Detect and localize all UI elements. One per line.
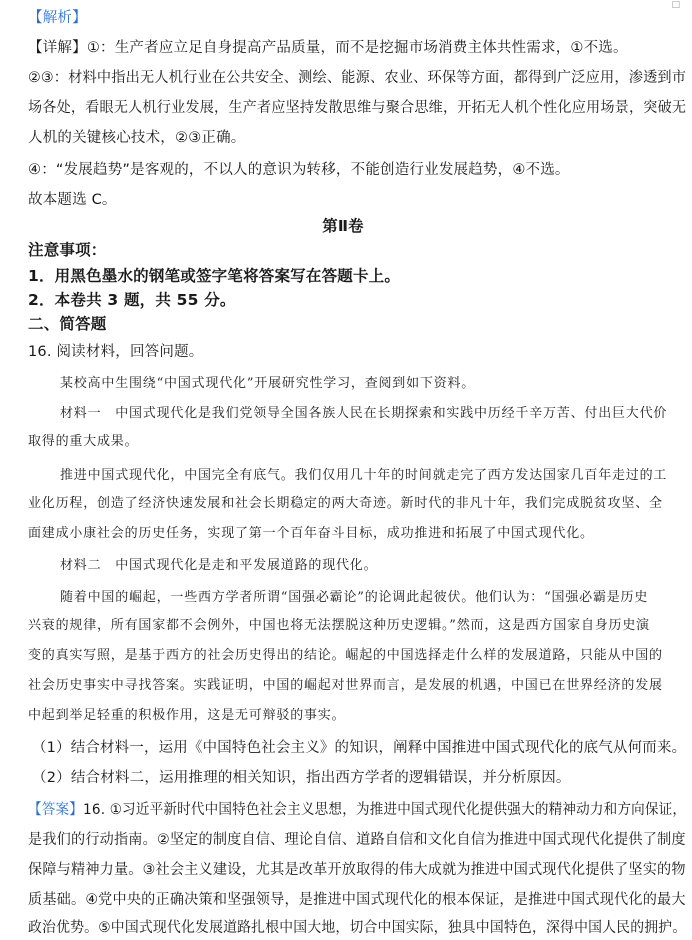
material-2-line: 社会历史事实中寻找答案。实践证明，中国的崛起对世界而言，是发展的机遇，中国已在世界经济的发展: [28, 678, 663, 693]
material-intro: 某校高中生围绕“中国式现代化”开展研究性学习，查阅到如下资料。: [60, 376, 476, 391]
material-1-line: 材料一 中国式现代化是我们党领导全国各族人民在长期探索和实践中历经千辛万苦、付出巨大代价: [60, 406, 668, 421]
answer-text: 16. ①习近平新时代中国特色社会主义思想，为推进中国式现代化提供强大的精神动力和方向保证，: [83, 802, 687, 818]
notice-item-1: 1．用黑色墨水的钢笔或签字笔将答案写在答题卡上。: [28, 267, 401, 285]
notice-title: 注意事项：: [28, 241, 107, 259]
conclusion: 故本题选 C。: [28, 192, 117, 208]
answer-line-1: [28, 800, 686, 820]
material-2-line: 中起到举足轻重的积极作用，这是无可辩驳的事实。: [28, 708, 346, 723]
notice-item-2: 2．本卷共 3 题，共 55 分。: [28, 291, 236, 309]
section-title: 第Ⅱ卷: [322, 217, 364, 235]
analysis-tag: 【解析】: [28, 10, 87, 26]
answer-line: 保障与精神力量。③社会主义建设，尤其是改革开放取得的伟大成就为推进中国式现代化提供了坚实的物: [28, 862, 686, 878]
answer-tag: 【答案】: [28, 802, 84, 818]
material-2-line: 变的真实写照，是基于西方的社会历史得出的结论。崛起的中国选择走什么样的发展道路，只能从中国的: [28, 648, 663, 663]
sub-question-1: （1）结合材料一，运用《中国特色社会主义》的知识，阐释中国推进中国式现代化的底气从何而来。: [32, 740, 687, 756]
corner-mark: □: [671, 0, 680, 10]
material-2-line: 材料二 中国式现代化是走和平发展道路的现代化。: [60, 558, 378, 573]
material-1-line: 取得的重大成果。: [28, 434, 139, 449]
material-1-line: 面建成小康社会的历史任务，实现了第一个百年奋斗目标，成功推进和拓展了中国式现代化。: [28, 526, 594, 541]
analysis-line: 场各处，看眼无人机行业发展，生产者应坚持发散思维与聚合思维，开拓无人机个性化应用场景，突破无: [28, 100, 687, 116]
analysis-line: ②③：材料中指出无人机行业在公共安全、测绘、能源、农业、环保等方面，都得到广泛应用，渗透到市: [28, 70, 687, 86]
analysis-line: 人机的关键核心技术，②③正确。: [28, 130, 246, 146]
material-2-line: 随着中国的崛起，一些西方学者所谓“国强必霸论”的论调此起彼伏。他们认为：“国强必霸是历史: [60, 590, 649, 605]
answer-line: 质基础。④党中央的正确决策和坚强领导，是推进中国式现代化的根本保证，是推进中国式现代化的最大: [28, 892, 686, 908]
question-16: 16. 阅读材料，回答问题。: [28, 344, 204, 360]
answer-line: 政治优势。⑤中国式现代化发展道路扎根中国大地，切合中国实际，独具中国特色，深得中国人民的拥护。: [28, 920, 687, 936]
analysis-line: ④：“发展趋势”是客观的，不以人的意识为转移，不能创造行业发展趋势，④不选。: [28, 162, 570, 178]
answer-line: 是我们的行动指南。②坚定的制度自信、理论自信、道路自信和文化自信为推进中国式现代化提供了制度: [28, 832, 686, 848]
material-1-line: 业化历程，创造了经济快速发展和社会长期稳定的两大奇迹。新时代的非凡十年，我们完成脱贫攻坚、全: [28, 496, 663, 511]
detail-line-1: [28, 38, 628, 58]
part-title: 二、简答题: [28, 315, 107, 333]
sub-question-2: （2）结合材料二，运用推理的相关知识，指出西方学者的逻辑错误，并分析原因。: [32, 770, 571, 786]
material-2-line: 兴衰的规律，所有国家都不会例外，中国也将无法摆脱这种历史逻辑。”然而，这是西方国家自身历史演: [28, 618, 650, 633]
detail-text: ①：生产者应立足自身提高产品质量，而不是挖掘市场消费主体共性需求，①不选。: [86, 40, 628, 56]
detail-tag: 【详解】: [28, 40, 87, 56]
material-1-line: 推进中国式现代化，中国完全有底气。我们仅用几十年的时间就走完了西方发达国家几百年走过的工: [60, 468, 668, 483]
